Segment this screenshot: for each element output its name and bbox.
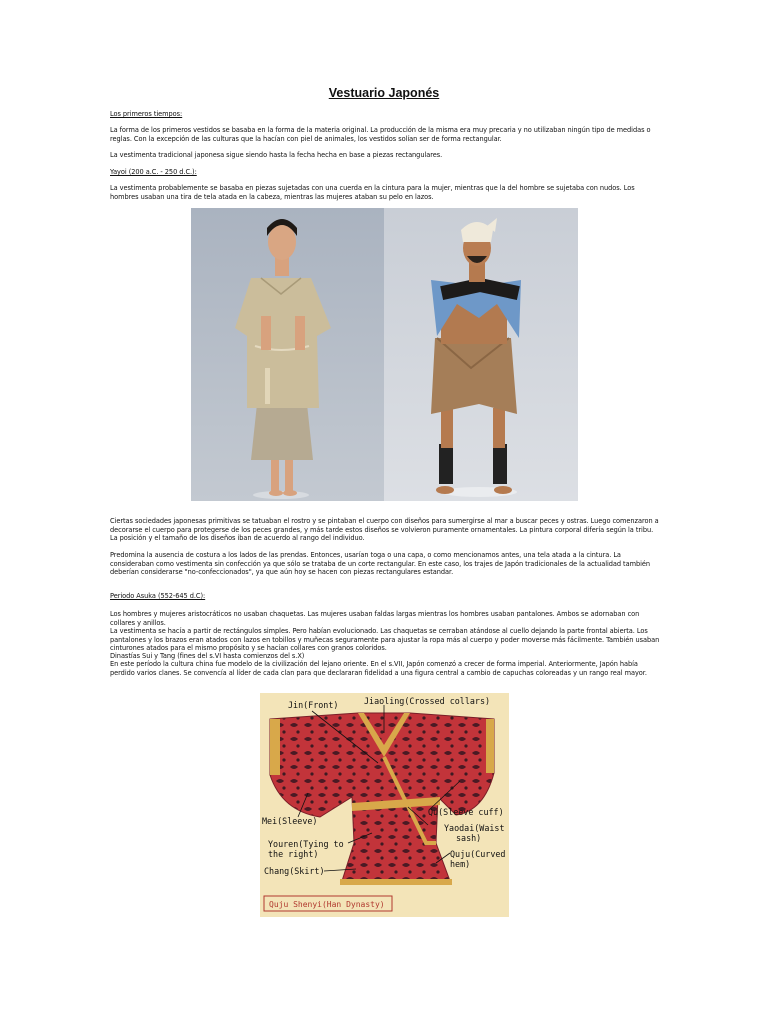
page-title: Vestuario Japonés (328, 86, 440, 100)
quju-shenyi-diagram (260, 693, 509, 917)
section-heading-yayoi: Yayoi (200 a.C. - 250 d.C.): (110, 168, 197, 176)
paragraph: Predomina la ausencia de costura a los lados de las prendas. Entonces, usarían toga o una capa, o como mencionamos antes, una tela atada a la cintura. La consideraban como vestimenta sin confección ya que sólo se trataba de un corte rectangular. En este caso, los trajes de Japón tradicionales de la actualidad también deberían considerarse "no-confeccionados", ya que aún hoy se hacen con piezas rectangulares estandar. (110, 551, 651, 577)
label-yaodai-line2: sash) (456, 833, 482, 843)
label-mei: Mei(Sleeve) (262, 816, 318, 826)
paragraph: La vestimenta probablemente se basaba en piezas sujetadas con una cuerda en la cintura para la mujer, mientras que la del hombre se sujetaba con nudos. Los hombres usaban una tira de tela atada en la cabeza, mientras las mujeres ataban su pelo en lazos. (110, 184, 635, 201)
label-yaodai-line1: Yaodai(Waist (444, 823, 505, 833)
diagram-caption: Quju Shenyi(Han Dynasty) (269, 900, 385, 909)
label-quju-line2: hem) (450, 859, 471, 869)
paragraph: La vestimenta tradicional japonesa sigue siendo hasta la fecha hecha en base a piezas rectangulares. (110, 151, 443, 159)
paragraph: La vestimenta se hacía a partir de rectángulos simples. Pero habían evolucionado. Las chaquetas se cerraban atándose al cuello dejando la parte frontal abierta. Los pantalones y los brazos eran atados con lazos en tobillos y muñecas seguramente para ajustar la ropa más al cuerpo y poder moverse más fácilmente. También usaban cinturones atados para el mismo propósito y se hacían collares con granos coloridos. (110, 627, 660, 653)
label-youren-line1: Youren(Tying to (268, 839, 344, 849)
paragraph: Los hombres y mujeres aristocráticos no usaban chaquetas. Las mujeres usaban faldas largas mientras los hombres usaban pantalones. Ambos se adornaban con collares y anillos. (110, 610, 640, 627)
label-quju-line1: Quju(Curved (450, 849, 506, 859)
label-chang: Chang(Skirt) (264, 866, 325, 876)
paragraph: Dinastías Sui y Tang (fines del s.VI hasta comienzos del s.X) (110, 652, 305, 660)
label-youren-line2: the right) (268, 849, 319, 859)
yayoi-figures-photo (191, 208, 578, 501)
paragraph: En este período la cultura china fue modelo de la civilización del lejano oriente. En el s.VII, Japón comenzó a crecer de forma imperial. Anteriormente, Japón había perdido varios clanes. Se convencía al líder de cada clan para que declararan fidelidad a una figura central a cambio de capuchas coloreadas y un rango real mayor. (110, 660, 647, 677)
section-heading-primeros-tiempos: Los primeros tiempos: (110, 110, 183, 118)
label-jiaoling: Jiaoling(Crossed collars) (364, 696, 491, 706)
section-heading-asuka: Periodo Asuka (552-645 d.C): (110, 592, 206, 600)
label-jin: Jin(Front) (288, 700, 339, 710)
label-qu-cuff: Qu(Sleeve cuff) (428, 807, 504, 817)
paragraph: La forma de los primeros vestidos se basaba en la forma de la materia original. La producción de la misma era muy precaria y no utilizaban ningún tipo de medidas o reglas. Con la excepción de las culturas que la hacían con piel de animales, los vestidos solían ser de forma rectangular. (110, 126, 651, 143)
paragraph: Ciertas sociedades japonesas primitivas se tatuaban el rostro y se pintaban el cuerpo con diseños para sumergirse al mar a buscar peces y ostras. Luego comenzaron a decorarse el cuerpo para protegerse de los peces grandes, y más tarde estos diseños se volvieron puramente ornamentales. La pintura corporal difería según la tribu. La posición y el tamaño de los diseños iban de acuerdo al rango del individuo. (110, 517, 659, 543)
